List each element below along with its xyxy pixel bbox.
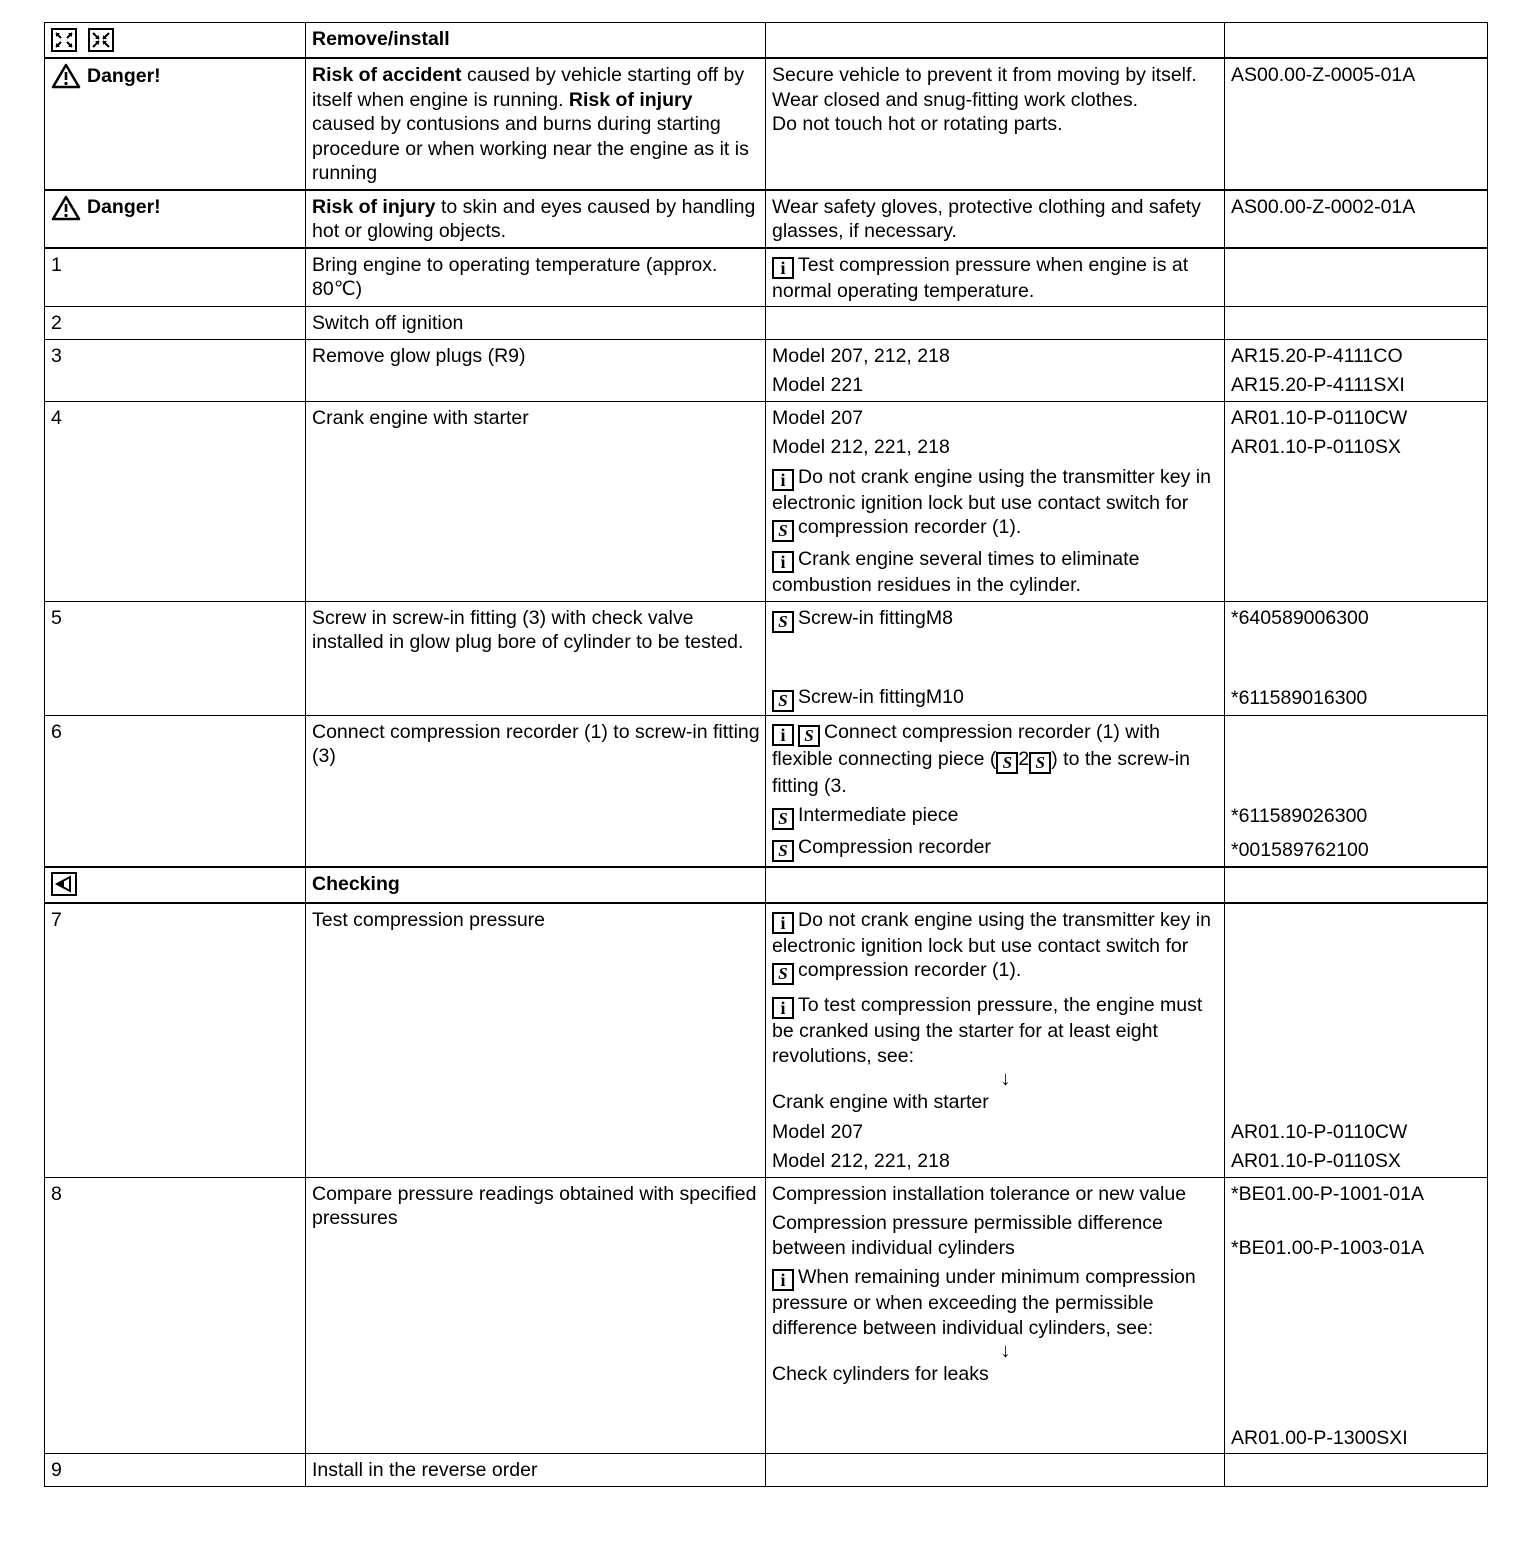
special-tool-icon: S xyxy=(772,520,794,542)
info-icon: i xyxy=(772,551,794,573)
remove-install-icons xyxy=(51,28,120,50)
model-label: Model 212, 221, 218 xyxy=(772,436,950,458)
safety-measure: Wear closed and snug-fitting work clothes. xyxy=(772,88,1138,111)
special-tool-icon: S xyxy=(772,840,794,862)
header-row-remove-install xyxy=(45,23,1488,59)
danger-label: Danger! xyxy=(87,64,161,87)
info-icon: i xyxy=(772,724,794,746)
step-text: Connect compression recorder (1) to screw-in fitting (3) xyxy=(312,720,760,767)
step-number: 7 xyxy=(51,908,62,931)
info-icon: i xyxy=(772,1269,794,1291)
risk-title: Risk of accident xyxy=(312,64,462,86)
risk-title: Risk of injury xyxy=(312,195,436,218)
step-row-4 xyxy=(45,401,1488,601)
risk-title: Risk of injury xyxy=(568,88,693,111)
reference-code: AS00.00-Z-0005-01A xyxy=(1231,64,1416,86)
part-number[interactable]: *611589016300 xyxy=(1231,687,1368,709)
step-row-5 xyxy=(45,601,1488,715)
model-label: Model 207 xyxy=(772,406,864,429)
step-number: 5 xyxy=(51,606,62,629)
specification-ref[interactable]: *BE01.00-P-1003-01A xyxy=(1231,1237,1424,1259)
step-number: 1 xyxy=(51,253,62,276)
special-tool: S Intermediate piece xyxy=(772,803,1219,830)
reference-link[interactable]: AR01.10-P-0110SX xyxy=(1231,1150,1401,1172)
special-tool-icon: S xyxy=(772,808,794,830)
danger-label: Danger! xyxy=(87,196,161,219)
specification: Compression installation tolerance or new value xyxy=(772,1182,1187,1205)
specification-ref[interactable]: *BE01.00-P-1001-01A xyxy=(1231,1182,1424,1205)
cross-reference[interactable]: Check cylinders for leaks xyxy=(772,1363,989,1385)
step-number: 8 xyxy=(51,1182,62,1205)
install-icon xyxy=(88,28,114,52)
special-tool: S Screw-in fittingM8 xyxy=(772,606,1219,633)
step-text: Compare pressure readings obtained with specified pressures xyxy=(312,1182,757,1229)
step-row-9 xyxy=(45,1454,1488,1487)
step-number: 9 xyxy=(51,1459,62,1481)
procedure-table xyxy=(44,22,1488,1487)
step-text: Switch off ignition xyxy=(312,312,464,334)
step-number: 4 xyxy=(51,406,62,429)
step-number: 6 xyxy=(51,720,62,743)
special-tool-icon: S xyxy=(798,725,820,747)
section-title: Remove/install xyxy=(312,28,450,50)
step-note: i S Connect compression recorder (1) with flexible connecting piece ( S 2 S ) to the screw-in fitting (3. xyxy=(772,720,1190,797)
safety-measure: Secure vehicle to prevent it from moving by itself. xyxy=(772,64,1197,86)
special-tool: S Compression recorder xyxy=(772,835,1219,862)
info-icon: i xyxy=(772,469,794,491)
reference-link[interactable]: AR01.10-P-0110CW xyxy=(1231,1120,1408,1143)
info-icon: i xyxy=(772,997,794,1019)
step-text: Crank engine with starter xyxy=(312,406,529,429)
step-row-1 xyxy=(45,248,1488,307)
warning-triangle-icon xyxy=(51,195,81,221)
header-row-checking xyxy=(45,867,1488,903)
special-tool-icon: S xyxy=(1029,752,1051,774)
step-row-7 xyxy=(45,903,1488,1178)
model-label: Model 207 xyxy=(772,1120,864,1143)
step-text: Bring engine to operating temperature (approx. 80℃) xyxy=(312,253,718,300)
model-label: Model 207, 212, 218 xyxy=(772,344,950,367)
reference-link[interactable]: AR01.00-P-1300SXI xyxy=(1231,1426,1408,1449)
step-note: i To test compression pressure, the engine must be cranked using the starter for at least eight revolutions, see: xyxy=(772,994,1203,1067)
step-row-6 xyxy=(45,715,1488,867)
reference-link[interactable]: AR15.20-P-4111SXI xyxy=(1231,374,1405,396)
safety-measure: Wear safety gloves, protective clothing and safety glasses, if necessary. xyxy=(772,195,1201,242)
step-note: i When remaining under minimum compression pressure or when exceeding the permissible difference between individual cylinders, see: xyxy=(772,1266,1196,1339)
danger-row: Danger! Risk of accident caused by vehicle starting off by itself when engine is running. Risk of injury caused by contusions and burns during starting procedure or when working near the engine as it is running Secure vehicle to prevent it from moving by itself. Wear closed and snug-fitting work clothes. Do not touch hot or rotating parts. AS00.00-Z-0005-01A xyxy=(45,58,1488,190)
special-tool: S Screw-in fittingM10 xyxy=(772,685,1219,712)
special-tool-icon: S xyxy=(996,752,1018,774)
model-label: Model 221 xyxy=(772,374,864,396)
special-tool-icon: S xyxy=(772,611,794,633)
step-note: i Do not crank engine using the transmitter key in electronic ignition lock but use contact switch for S compression recorder (1). xyxy=(772,465,1211,540)
step-text: Screw in screw-in fitting (3) with check valve installed in glow plug bore of cylinder to be tested. xyxy=(312,606,744,653)
step-text: Install in the reverse order xyxy=(312,1459,538,1481)
section-title: Checking xyxy=(312,872,400,895)
remove-icon xyxy=(51,28,77,52)
danger-row: Danger! Risk of injury to skin and eyes caused by handling hot or glowing objects. Wear safety gloves, protective clothing and safety glasses, if necessary. AS00.00-Z-0002-01A xyxy=(45,190,1488,248)
step-note: i Crank engine several times to eliminate combustion residues in the cylinder. xyxy=(772,548,1140,596)
warning-triangle-icon xyxy=(51,63,81,89)
reference-code: AS00.00-Z-0002-01A xyxy=(1231,195,1416,218)
step-number: 2 xyxy=(51,312,62,334)
checking-icon xyxy=(51,872,77,896)
step-row-2 xyxy=(45,307,1488,340)
step-row-8 xyxy=(45,1177,1488,1454)
reference-link[interactable]: AR01.10-P-0110CW xyxy=(1231,406,1408,429)
down-arrow-icon: ↓ xyxy=(1000,1068,1011,1090)
reference-link[interactable]: AR15.20-P-4111CO xyxy=(1231,344,1403,367)
info-icon: i xyxy=(772,912,794,934)
cross-reference[interactable]: Crank engine with starter xyxy=(772,1091,989,1113)
part-number[interactable]: *640589006300 xyxy=(1231,606,1369,629)
specification: Compression pressure permissible difference between individual cylinders xyxy=(772,1212,1163,1259)
model-label: Model 212, 221, 218 xyxy=(772,1150,950,1172)
step-row-3 xyxy=(45,339,1488,401)
step-text: Remove glow plugs (R9) xyxy=(312,344,526,367)
info-icon: i xyxy=(772,257,794,279)
special-tool-icon: S xyxy=(772,690,794,712)
safety-measure: Do not touch hot or rotating parts. xyxy=(772,113,1063,135)
step-number: 3 xyxy=(51,344,62,367)
part-number[interactable]: *001589762100 xyxy=(1231,839,1369,861)
special-tool-icon: S xyxy=(772,963,794,985)
step-note: Test compression pressure when engine is at normal operating temperature. xyxy=(772,253,1189,302)
step-text: Test compression pressure xyxy=(312,908,546,931)
step-note: i Do not crank engine using the transmitter key in electronic ignition lock but use contact switch for S compression recorder (1). xyxy=(772,908,1211,983)
reference-link[interactable]: AR01.10-P-0110SX xyxy=(1231,436,1401,458)
down-arrow-icon: ↓ xyxy=(1000,1340,1011,1362)
part-number[interactable]: *611589026300 xyxy=(1231,804,1368,827)
